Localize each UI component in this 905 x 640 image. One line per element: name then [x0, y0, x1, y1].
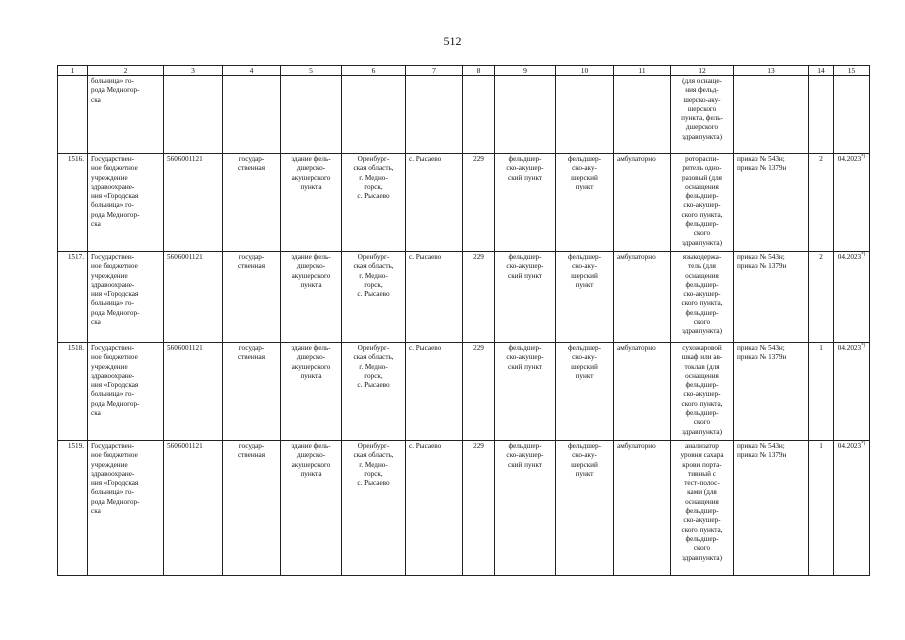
- unit-sub-cell: [556, 252, 614, 343]
- column-number: 6: [342, 66, 406, 76]
- inn-cell: [164, 252, 223, 343]
- inn-value: 5606001121: [167, 253, 203, 261]
- equipment-name: языкодержа- тель (для оснащения фельдшер- ско-акушер- ского пункта, фельдшер- ского здравпункта): [681, 253, 723, 336]
- date-value: 04.2023: [837, 253, 862, 261]
- order-cell: [734, 252, 809, 343]
- column-number: 14: [809, 66, 834, 76]
- equipment-name: анализатор уровня сахара крови порта- тивный с тест-полос- ками (для оснащения фельдшер- ско-акушер- ского пункта, фельдшер- ского здравпункта): [680, 442, 724, 562]
- unit-sub-value: фельдшер- ско-аку- шерский пункт: [567, 155, 602, 191]
- quantity-cell: [809, 252, 834, 343]
- population-value: 229: [473, 155, 484, 163]
- population-cell: [463, 252, 495, 343]
- column-number: 2: [88, 66, 164, 76]
- building-cell: [281, 441, 342, 576]
- quantity-value: 2: [819, 155, 823, 163]
- table-cell: [809, 76, 834, 154]
- row-number-text: 1518.: [67, 344, 84, 352]
- unit-type-value: фельдшер- ско-акушер- ский пункт: [506, 253, 544, 280]
- unit-type-value: фельдшер- ско-акушер- ский пункт: [506, 155, 544, 182]
- continuation-row: [58, 76, 870, 154]
- table-cell: [834, 76, 870, 154]
- address-value: Оренбург- ская область, г. Медно- горск, с. Рысаево: [353, 155, 394, 201]
- settlement-value: с. Рысаево: [409, 442, 442, 450]
- address-value: Оренбург- ская область, г. Медно- горск, с. Рысаево: [353, 442, 394, 488]
- date-cell: [834, 154, 870, 252]
- quantity-cell: [809, 441, 834, 576]
- institution-cell: [88, 343, 164, 441]
- unit-sub-cell: [556, 441, 614, 576]
- date-cell: [834, 343, 870, 441]
- table-cell: [495, 76, 556, 154]
- column-number: 11: [614, 66, 671, 76]
- address-cell: [342, 343, 406, 441]
- quantity-value: 1: [819, 344, 823, 352]
- unit-type-cell: [495, 154, 556, 252]
- column-number: 9: [495, 66, 556, 76]
- unit-sub-value: фельдшер- ско-аку- шерский пункт: [567, 253, 602, 289]
- care-form-value: амбулаторно: [617, 253, 656, 261]
- table-cell: [671, 76, 734, 154]
- address-value: Оренбург- ская область, г. Медно- горск, с. Рысаево: [353, 344, 394, 390]
- equipment-cell: [671, 441, 734, 576]
- settlement-cell: [406, 441, 463, 576]
- building-cell: [281, 252, 342, 343]
- row-number: [58, 441, 88, 576]
- equipment-cell: [671, 154, 734, 252]
- care-form-value: амбулаторно: [617, 344, 656, 352]
- population-value: 229: [473, 442, 484, 450]
- address-value: Оренбург- ская область, г. Медно- горск, с. Рысаево: [353, 253, 394, 299]
- date-cell: [834, 252, 870, 343]
- ownership-cell: [223, 441, 281, 576]
- institution-name: Государствен- ное бюджетное учреждение здравоохране- ния «Городская больница» го- рода Медногор- ска: [91, 155, 140, 229]
- institution-name: Государствен- ное бюджетное учреждение здравоохране- ния «Городская больница» го- рода Медногор- ска: [91, 253, 140, 327]
- building-cell: [281, 343, 342, 441]
- date-value: 04.2023: [837, 155, 862, 163]
- building-value: здание фель- дшерско- акушерского пункта: [291, 344, 331, 380]
- column-number: 7: [406, 66, 463, 76]
- population-cell: [463, 343, 495, 441]
- institution-cell: [88, 252, 164, 343]
- inn-value: 5606001121: [167, 442, 203, 450]
- unit-type-cell: [495, 343, 556, 441]
- unit-type-cell: [495, 441, 556, 576]
- building-value: здание фель- дшерско- акушерского пункта: [291, 442, 331, 478]
- equipment-name: ротораспи- ритель одно- разовый (для оснащения фельдшер- ско-акушер- ского пункта, фельдшер- ского здравпункта): [681, 155, 723, 247]
- footnote-mark: *): [861, 441, 866, 447]
- table-cell: [281, 76, 342, 154]
- ownership-cell: [223, 154, 281, 252]
- population-cell: [463, 154, 495, 252]
- care-form-cell: [614, 154, 671, 252]
- table-row: [58, 252, 870, 343]
- ownership-value: государ- ственная: [237, 344, 266, 362]
- row-number-text: 1516.: [67, 155, 84, 163]
- column-number: 12: [671, 66, 734, 76]
- column-number: 1: [58, 66, 88, 76]
- table-row: [58, 441, 870, 576]
- settlement-cell: [406, 154, 463, 252]
- row-number: [58, 252, 88, 343]
- institution-cell: [88, 154, 164, 252]
- ownership-value: государ- ственная: [237, 253, 266, 271]
- unit-type-value: фельдшер- ско-акушер- ский пункт: [506, 344, 544, 371]
- row-number: [58, 343, 88, 441]
- settlement-cell: [406, 252, 463, 343]
- order-value: приказ № 543н; приказ № 1379н: [737, 253, 787, 271]
- inn-cell: [164, 154, 223, 252]
- care-form-value: амбулаторно: [617, 155, 656, 163]
- date-cell: [834, 441, 870, 576]
- care-form-cell: [614, 343, 671, 441]
- quantity-value: 2: [819, 253, 823, 261]
- unit-sub-value: фельдшер- ско-аку- шерский пункт: [567, 344, 602, 380]
- institution-name: Государствен- ное бюджетное учреждение здравоохране- ния «Городская больница» го- рода Медногор- ска: [91, 344, 140, 418]
- inn-cell: [164, 441, 223, 576]
- ownership-cell: [223, 343, 281, 441]
- page-number: 512: [443, 34, 462, 48]
- building-value: здание фель- дшерско- акушерского пункта: [291, 253, 331, 289]
- table-cell: [614, 76, 671, 154]
- settlement-value: с. Рысаево: [409, 253, 442, 261]
- care-form-cell: [614, 441, 671, 576]
- address-cell: [342, 154, 406, 252]
- table-cell: [88, 76, 164, 154]
- table-cell: [58, 76, 88, 154]
- institution-name: Государствен- ное бюджетное учреждение здравоохране- ния «Городская больница» го- рода Медногор- ска: [91, 442, 140, 516]
- order-cell: [734, 441, 809, 576]
- registry-table: [57, 65, 870, 576]
- settlement-cell: [406, 343, 463, 441]
- row-number: [58, 154, 88, 252]
- unit-sub-cell: [556, 343, 614, 441]
- ownership-value: государ- ственная: [237, 442, 266, 460]
- population-cell: [463, 441, 495, 576]
- footnote-mark: *): [861, 154, 866, 160]
- care-form-cell: [614, 252, 671, 343]
- order-cell: [734, 154, 809, 252]
- order-value: приказ № 543н; приказ № 1379н: [737, 442, 787, 460]
- table-cell: [164, 76, 223, 154]
- equipment-cell: [671, 252, 734, 343]
- row-number-text: 1517.: [67, 253, 84, 261]
- table-row: [58, 154, 870, 252]
- inn-cell: [164, 343, 223, 441]
- column-number: 3: [164, 66, 223, 76]
- building-cell: [281, 154, 342, 252]
- institution-name: больница» го- рода Медногор- ска: [91, 77, 140, 104]
- column-number: 10: [556, 66, 614, 76]
- table-cell: [223, 76, 281, 154]
- population-value: 229: [473, 344, 484, 352]
- table-cell: [734, 76, 809, 154]
- column-number: 5: [281, 66, 342, 76]
- table-cell: [463, 76, 495, 154]
- institution-cell: [88, 441, 164, 576]
- table-cell: [556, 76, 614, 154]
- column-number: 13: [734, 66, 809, 76]
- table-cell: [406, 76, 463, 154]
- row-number-text: 1519.: [67, 442, 84, 450]
- footnote-mark: *): [861, 252, 866, 258]
- ownership-cell: [223, 252, 281, 343]
- equipment-cell: [671, 343, 734, 441]
- address-cell: [342, 252, 406, 343]
- inn-value: 5606001121: [167, 155, 203, 163]
- order-value: приказ № 543н; приказ № 1379н: [737, 155, 787, 173]
- care-form-value: амбулаторно: [617, 442, 656, 450]
- quantity-cell: [809, 343, 834, 441]
- settlement-value: с. Рысаево: [409, 155, 442, 163]
- column-number: 15: [834, 66, 870, 76]
- unit-sub-value: фельдшер- ско-аку- шерский пункт: [567, 442, 602, 478]
- population-value: 229: [473, 253, 484, 261]
- order-cell: [734, 343, 809, 441]
- order-value: приказ № 543н; приказ № 1379н: [737, 344, 787, 362]
- unit-type-value: фельдшер- ско-акушер- ский пункт: [506, 442, 544, 469]
- date-value: 04.2023: [837, 442, 862, 450]
- quantity-cell: [809, 154, 834, 252]
- ownership-value: государ- ственная: [237, 155, 266, 173]
- column-number: 4: [223, 66, 281, 76]
- quantity-value: 1: [819, 442, 823, 450]
- date-value: 04.2023: [837, 344, 862, 352]
- inn-value: 5606001121: [167, 344, 203, 352]
- footnote-mark: *): [861, 343, 866, 349]
- table-row: [58, 343, 870, 441]
- unit-sub-cell: [556, 154, 614, 252]
- building-value: здание фель- дшерско- акушерского пункта: [291, 155, 331, 191]
- column-number-row: [58, 66, 870, 76]
- equipment-name: сухожаровой шкаф или ав- токлав (для оснащения фельдшер- ско-акушер- ского пункта, фельдшер- ского здравпункта): [681, 344, 723, 436]
- settlement-value: с. Рысаево: [409, 344, 442, 352]
- equipment-name: (для оснаще- ния фельд- шерско-аку- шерского пункта, фель- дшерского здравпункта): [681, 77, 723, 141]
- address-cell: [342, 441, 406, 576]
- column-number: 8: [463, 66, 495, 76]
- table-body: [58, 154, 870, 576]
- table-cell: [342, 76, 406, 154]
- unit-type-cell: [495, 252, 556, 343]
